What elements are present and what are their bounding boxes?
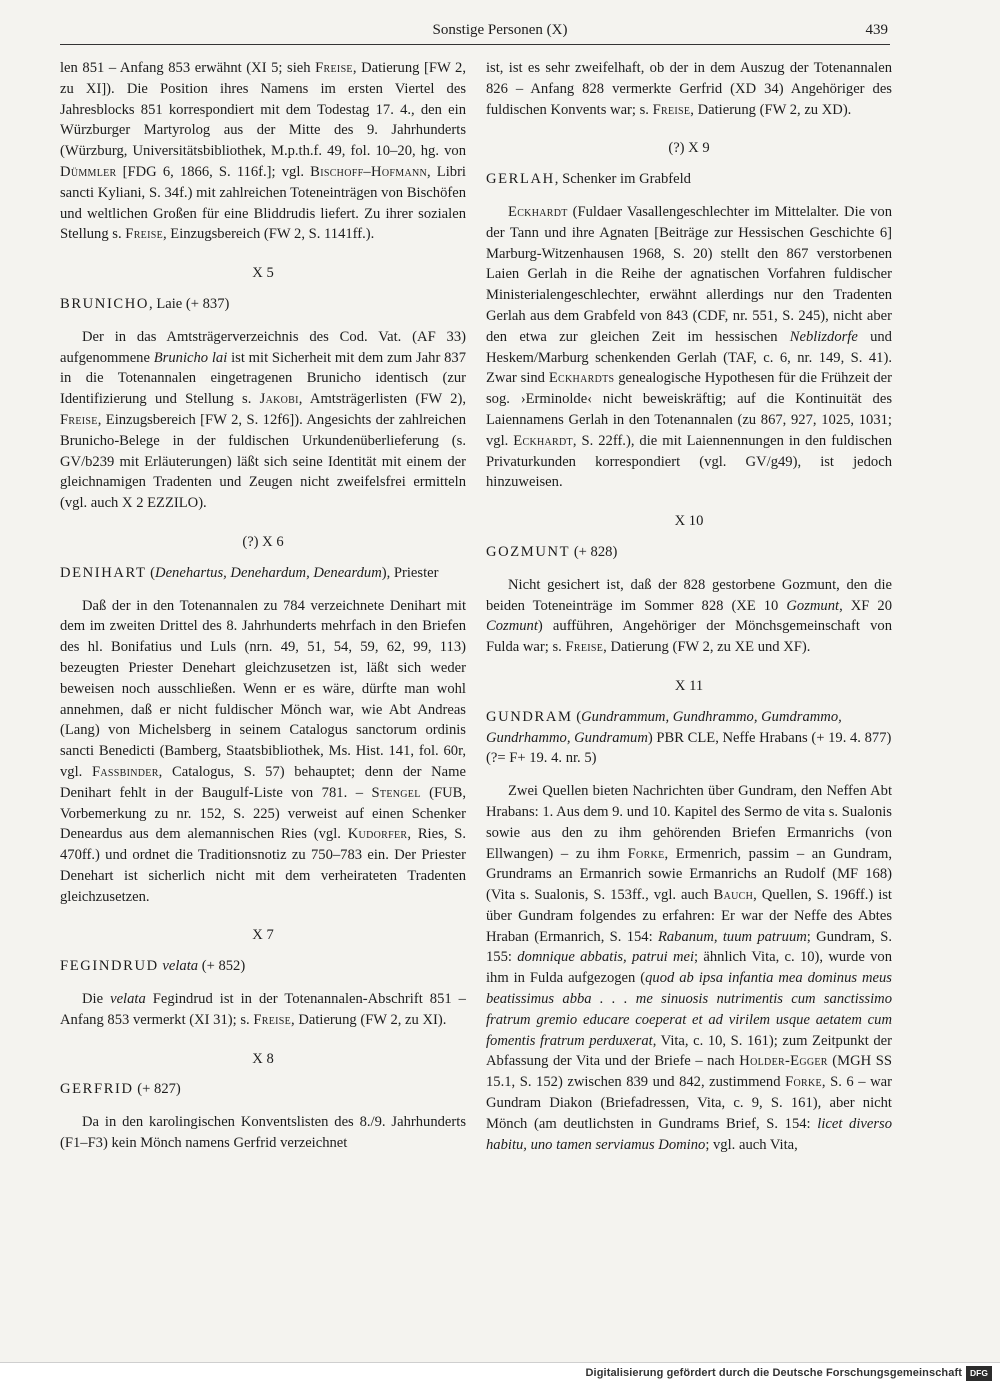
entry-body: Eckhardt (Fuldaer Vasallengeschlechter im Mittelalter. Die von der Tann und ihre Agnaten [Beiträge zur Hessischen Geschichte 6] Marburg-Witzenhausen 1968, S. 20) stellt den 867 verstorbenen Laien Gerlah in die Reihe der agnatischen Vorfahren fuldischer Ministerialengeschlechter, erwähnt allerdings nur den Tradenten Gerlah aus dem Grabfeld von 843 (CDF, nr. 551, S. 245), nicht aber den etwa zur gleichen Zeit im hessischen Neblizdorfe und Heskem/Marburg schenkenden Gerlah (TAF, c. 6, nr. 149, S. 41). Zwar sind Eckhardts genealogische Hypothesen für die Frühzeit der sog. ›Erminolde‹ nicht beweiskräftig; auf die Kontinuität des Laiennamens Gerlah in den Totenannalen (zu 867, 927, 1025, 1031; vgl. Eckhardt, S. 22ff.), die mit Laiennennungen in den fuldischen Privaturkunden korrespondiert (vgl. GV/g49), ist jedoch hinzuweisen. bbox=[486, 203, 892, 491]
italic-text: Brunicho lai bbox=[153, 349, 228, 366]
italic-text: Neblizdorfe bbox=[789, 328, 858, 345]
entry-name: BRUNICHO bbox=[60, 295, 150, 312]
entry-heading: GERFRID (+ 827) bbox=[60, 1081, 181, 1098]
author-name: Forke bbox=[785, 1074, 822, 1091]
author-name: Eckhardt bbox=[508, 203, 568, 220]
author-name: Stengel bbox=[371, 784, 421, 801]
entry-name: GERFRID bbox=[60, 1081, 134, 1098]
author-name: Freise bbox=[315, 60, 353, 76]
section-number: X 7 bbox=[252, 927, 274, 944]
entry-name: GERLAH bbox=[486, 171, 555, 188]
entry-body: Nicht gesichert ist, daß der 828 gestorbene Gozmunt, den die beiden Toteneinträge im Sommer 828 (XE 10 Gozmunt, XF 20 Cozmunt) aufführen, Angehöriger der Mönchsgemeinschaft von Fulda war; s. Freise, Datierung (FW 2, zu XE und XF). bbox=[486, 576, 892, 656]
author-name: Holder-Egger bbox=[739, 1053, 828, 1070]
entry-body: Die velata Fegindrud ist in der Totenannalen-Abschrift 851 – Anfang 853 vermerkt (XI 31); s. Freise, Datierung (FW 2, zu XI). bbox=[60, 991, 466, 1028]
entry-body: Der in das Amtsträgerverzeichnis des Cod. Vat. (AF 33) aufgenommene Brunicho lai ist mit Sicherheit mit dem zum Jahr 837 in die Totenannalen eingetragenen Brunicho identisch (zur Identifizierung und Stellung s. Jakobi, Amtsträgerlisten (FW 2), Freise, Einzugsbereich [FW 2, S. 12f6]). Angesichts der zahlreichen Brunicho-Belege in der fuldischen Urkundenüberlieferung (s. GV/b239 mit Erläuterungen) läßt sich seine Identität mit einem der gleichnamigen Tradenten und Zeugen nicht zweifelsfrei ermitteln (vgl. auch X 2 EZZILO). bbox=[60, 328, 467, 512]
section-number: (?) X 9 bbox=[668, 140, 710, 157]
section-number: (?) X 6 bbox=[242, 533, 284, 550]
author-name: Fassbinder bbox=[91, 763, 159, 780]
author-name: Kudorfer bbox=[347, 826, 408, 843]
author-name: Eckhardt bbox=[513, 432, 573, 449]
author-name: Dümmler bbox=[60, 163, 117, 180]
section-number: X 10 bbox=[674, 513, 704, 530]
footer-bar bbox=[0, 1362, 1000, 1387]
italic-text: quod ab ipsa infantia mea dominus meus beatissimus abba . . . me sinuosis nutrimentis cum sanctissimo fratrum gremio educare coeperat et ad virilem usque aetatem cum fomentis fratrum perduxerat bbox=[486, 970, 892, 1049]
author-name: Freise bbox=[253, 1011, 292, 1028]
section-number: X 8 bbox=[252, 1050, 274, 1067]
section-number: X 11 bbox=[674, 677, 704, 694]
entry-body: Zwei Quellen bieten Nachrichten über Gundram, den Neffen Abt Hrabans: 1. Aus dem 9. und 10. Kapitel des Sermo de vita s. Sualonis sowie aus den zu ihm gehörenden Briefen Ermanrichs (von Ellwangen) – zu ihm Forke, Ermenrich, passim – an Gundram, Grundrams an Ermanrich sowie Ermanrichs an Rudolf (MF 168) (Vita s. Sualonis, S. 153ff., vgl. auch Bauch, Quellen, S. 196ff.) ist über Gundram folgendes zu erfahren: Er war der Neffe des Abtes Hraban (Ermanrich, S. 154: Rabanum, tuum patruum; Gundram, S. 155: domnique abbatis, patrui mei; ähnlich Vita, c. 10), wurde von ihm in Fulda aufgezogen (quod ab ipsa infantia mea dominus meus beatissimus abba . . . me sinuosis nutrimentis cum sanctissimo fratrum gremio educare coeperat et ad virilem usque aetatem cum fomentis fratrum perduxerat, Vita, c. 10, S. 161); zum Zeitpunkt der Abfassung der Vita und der Briefe – nach Holder-Egger (MGH SS 15.1, S. 152) zwischen 839 und 842, zustimmend Forke, S. 6 – war Gundram Diakon (Briefadressen, Vita, c. 9, S. 161), aber nicht Mönch (am deutlichsten in Gundrams Brief, S. 154: licet diverso habitu, uno tamen serviamus Domino; vgl. auch Vita, bbox=[486, 783, 893, 1153]
author-name: Eckhardts bbox=[548, 370, 615, 387]
entry-heading: BRUNICHO, Laie (+ 837) bbox=[60, 295, 230, 312]
entry-heading: GERLAH, Schenker im Grabfeld bbox=[486, 171, 691, 188]
entry-heading: DENIHART (Denehartus, Denehardum, Deneardum), Priester bbox=[60, 564, 439, 581]
italic-text: velata bbox=[162, 958, 199, 975]
italic-text: Gozmunt bbox=[786, 597, 840, 614]
continued-paragraph: ist, ist es sehr zweifelhaft, ob der in dem Auszug der Totenannalen 826 – Anfang 828 vermerkte Gerfrid (XD 34) Angehöriger des fuldischen Konvents war; s. Freise, Datierung (FW 2, zu XD). bbox=[486, 60, 892, 118]
section-number: X 5 bbox=[252, 265, 274, 282]
header-rule bbox=[60, 44, 890, 45]
funding-credit: Digitalisierung gefördert durch die Deutsche Forschungsgemeinschaft bbox=[585, 1367, 962, 1379]
italic-text: Denehartus, Denehardum, Deneardum bbox=[155, 564, 382, 581]
entry-heading: GUNDRAM (Gundrammum, Gundhrammo, Gumdrammo, Gundrhammo, Gundramum) PBR CLE, Neffe Hrabans (+ 19. 4. 877) (?= F+ 19. 4. nr. 5) bbox=[486, 708, 892, 767]
author-name: Jakobi bbox=[259, 391, 299, 408]
author-name: Freise bbox=[60, 411, 98, 428]
entry-body: Da in den karolingischen Konventslisten des 8./9. Jahrhunderts (F1–F3) kein Mönch namens Gerfrid verzeichnet bbox=[60, 1114, 466, 1152]
left-column bbox=[60, 58, 466, 1154]
italic-text: licet diverso habitu, uno tamen serviamus Domino bbox=[486, 1115, 892, 1153]
author-name: Freise bbox=[652, 101, 691, 118]
dfg-logo-icon: DFG bbox=[966, 1366, 992, 1381]
italic-text: Rabanum, tuum patruum bbox=[657, 928, 807, 945]
italic-text: Cozmunt bbox=[486, 618, 538, 635]
entry-heading: FEGINDRUD velata (+ 852) bbox=[60, 958, 246, 975]
author-name: Bischoff–Hofmann bbox=[310, 163, 428, 180]
author-name: Bauch bbox=[713, 887, 754, 904]
right-column bbox=[486, 58, 892, 1155]
author-name: Forke bbox=[627, 845, 665, 862]
italic-text: Gundrammum, Gundhrammo, Gumdrammo, Gundrhammo, Gundramum bbox=[486, 708, 842, 746]
italic-text: velata bbox=[110, 991, 146, 1008]
entry-name: GOZMUNT bbox=[486, 543, 571, 560]
italic-text: domnique abbatis, patrui mei bbox=[517, 949, 695, 966]
entry-name: GUNDRAM bbox=[486, 708, 573, 725]
running-title: Sonstige Personen (X) bbox=[432, 22, 568, 38]
entry-name: DENIHART bbox=[60, 564, 147, 581]
author-name: Freise bbox=[565, 639, 604, 656]
page-number: 439 bbox=[865, 22, 888, 38]
author-name: Freise bbox=[125, 226, 163, 243]
continued-paragraph: len 851 – Anfang 853 erwähnt (XI 5; sieh Freise, Datierung [FW 2, zu XI]). Die Position ihres Namens im ersten Viertel des Jahresblocks 851 korrespondiert mit dem Todestag 17. 4., den ein Würzburger Martyrolog aus der Mitte des 9. Jahrhunderts (Würzburg, Universitätsbibliothek, M.p.th.f. 49, fol. 10–20, hg. von Dümmler [FDG 6, 1866, S. 116f.]; vgl. Bischoff–Hofmann, Libri sancti Kyliani, S. 34f.) mit zahlreichen Toteneinträgen von Bischöfen und weltlichen Großen für eine Bliddrudis liefert. Zu ihrer sozialen Stellung s. Freise, Einzugsbereich (FW 2, S. 1141ff.). bbox=[60, 60, 466, 243]
running-header bbox=[0, 22, 1000, 46]
entry-body: Daß der in den Totenannalen zu 784 verzeichnete Denihart mit dem im zweiten Drittel des 8. Jahrhunderts mehrfach in den Briefen des hl. Bonifatius und Luls (nrn. 49, 51, 54, 59, 62, 99, 113) bezeugten Priester Denehart gleichzusetzen ist, läßt sich weder beweisen noch ausschließen. Wenn er es wäre, dürfte man wohl annehmen, daß er nicht fuldischer Mönch war, wie Abt Andreas (Lang) von Michelsberg in seinem Catalogus sanctorum ordinis sancti Benedicti (Bamberg, Staatsbibliothek, Ms. Hist. 141, fol. 60r, vgl. Fassbinder, Catalogus, S. 57) behauptet; denn der Name Denihart fehlt in der Baugulf-Liste von 781. – Stengel (FUB, Vorbemerkung zu nr. 152, S. 225) verweist auf einen Schenker Deneardus aus dem alemannischen Ries (vgl. Kudorfer, Ries, S. 470ff.) und ordnet die Traditionsnotiz zu 750–783 ein. Der Priester Denehart ist sicherlich nicht mit dem verheirateten Tradenten gleichzusetzen. bbox=[60, 597, 466, 905]
entry-name: FEGINDRUD bbox=[60, 958, 159, 975]
entry-heading: GOZMUNT (+ 828) bbox=[486, 543, 618, 560]
